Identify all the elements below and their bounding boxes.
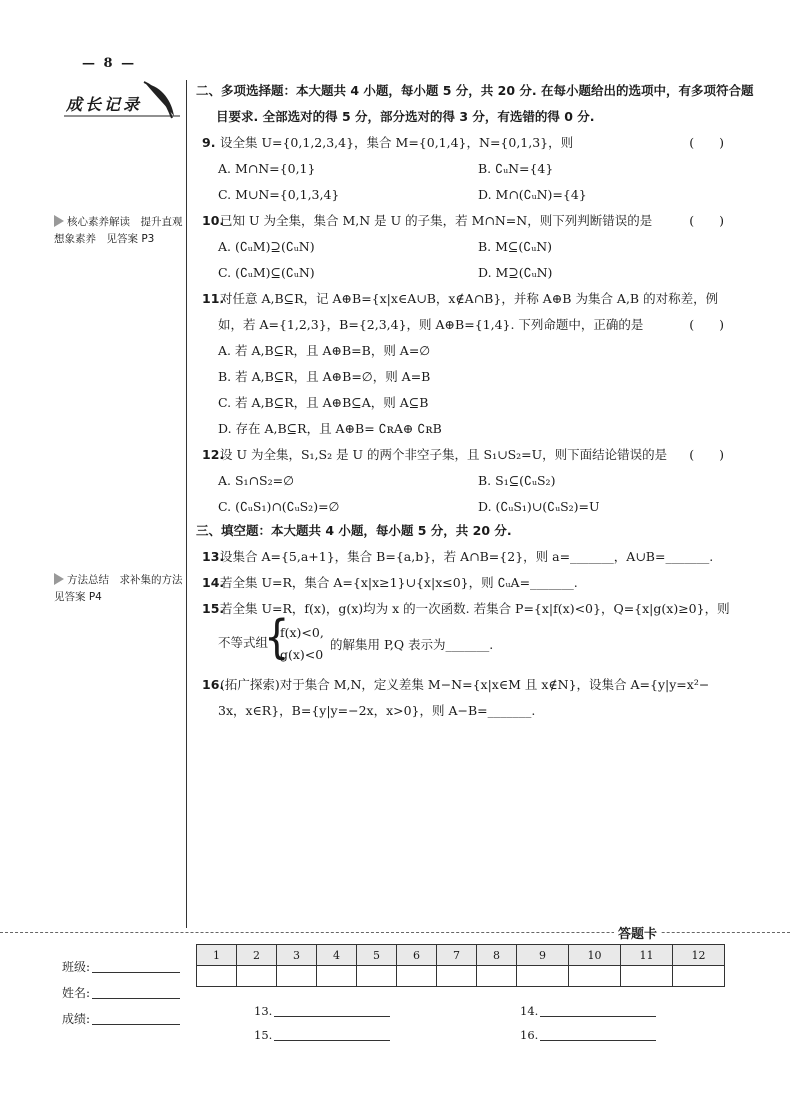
brace-icon: { <box>264 611 290 665</box>
cut-line <box>0 932 790 933</box>
q10-option-c: C. (∁ᵤM)⊆(∁ᵤN) <box>218 265 315 280</box>
class-field[interactable]: 班级: <box>62 958 180 975</box>
side-note-2: 方法总结 求补集的方法 见答案 P4 <box>54 574 193 603</box>
q9-option-d: D. M∩(∁ᵤN)={4} <box>478 187 587 202</box>
answer-paren-9[interactable]: ( ) <box>689 135 724 150</box>
answer-cell[interactable] <box>237 966 277 987</box>
answer-paren-10[interactable]: ( ) <box>689 213 724 228</box>
question-15: 15.若全集 U=R，f(x)，g(x)均为 x 的一次函数. 若集合 P={x|f(x)<0}，Q={x|g(x)≥0}，则 <box>202 601 730 616</box>
answer-col-header: 2 <box>237 945 277 966</box>
answer-cell[interactable] <box>437 966 477 987</box>
answer-paren-12[interactable]: ( ) <box>689 447 724 462</box>
q15-system-label: 不等式组 <box>218 635 269 650</box>
answer-blank-16[interactable]: 16. <box>520 1028 656 1042</box>
answer-col-header: 9 <box>517 945 569 966</box>
arrow-icon <box>54 573 64 585</box>
answer-col-header: 8 <box>477 945 517 966</box>
q11-option-b: B. 若 A,B⊆R，且 A⊕B=∅，则 A=B <box>218 369 431 384</box>
answer-blank-14[interactable]: 14. <box>520 1004 656 1018</box>
question-13: 13.设集合 A={5,a+1}，集合 B={a,b}，若 A∩B={2}，则 a=_______，A∪B=_______. <box>202 549 714 564</box>
question-9: 9. 设全集 U={0,1,2,3,4}，集合 M={0,1,4}，N={0,1,3}，则 ( ) <box>202 135 724 150</box>
section3-title: 三、填空题：本大题共 4 小题，每小题 5 分，共 20 分. <box>196 523 512 538</box>
answer-cell[interactable] <box>397 966 437 987</box>
answer-card-title: 答题卡 <box>614 923 661 942</box>
section2-title-cont: 目要求. 全部选对的得 5 分，部分选对的得 3 分，有选错的得 0 分. <box>216 109 595 124</box>
answer-col-header: 3 <box>277 945 317 966</box>
answer-cell[interactable] <box>277 966 317 987</box>
q12-option-c: C. (∁ᵤS₁)∩(∁ᵤS₂)=∅ <box>218 499 340 514</box>
q10-option-d: D. M⊇(∁ᵤN) <box>478 265 553 280</box>
answer-cell[interactable] <box>569 966 621 987</box>
answer-paren-11[interactable]: ( ) <box>689 317 724 332</box>
logo-text: 成长记录 <box>66 95 143 114</box>
answer-cell[interactable] <box>357 966 397 987</box>
q12-option-d: D. (∁ᵤS₁)∪(∁ᵤS₂)=U <box>478 499 600 514</box>
question-11-cont: 如，若 A={1,2,3}，B={2,3,4}，则 A⊕B={1,4}. 下列命题中，正确的是 ( ) <box>218 317 724 332</box>
q15-inequality-1: f(x)<0, <box>280 625 324 640</box>
q10-option-b: B. M⊆(∁ᵤN) <box>478 239 553 254</box>
q10-option-a: A. (∁ᵤM)⊇(∁ᵤN) <box>218 239 315 254</box>
question-16-cont: 3x，x∈R}，B={y|y=−2x，x>0}，则 A−B=_______. <box>218 703 536 718</box>
page-number: — 8 — <box>82 56 137 71</box>
question-14: 14.若全集 U=R，集合 A={x|x≥1}∪{x|x≤0}，则 ∁ᵤA=_______. <box>202 575 578 590</box>
q9-option-b: B. ∁ᵤN={4} <box>478 161 554 176</box>
side-note-1: 核心素养解读 提升直观想象素养 见答案 P3 <box>54 216 183 245</box>
answer-cell[interactable] <box>317 966 357 987</box>
q11-option-d: D. 存在 A,B⊆R，且 A⊕B= ∁ʀA⊕ ∁ʀB <box>218 421 442 436</box>
answer-cell[interactable] <box>621 966 673 987</box>
score-field[interactable]: 成绩: <box>62 1010 180 1027</box>
q15-inequality-2: g(x)<0 <box>280 647 324 662</box>
q12-option-a: A. S₁∩S₂=∅ <box>218 473 294 488</box>
name-field[interactable]: 姓名: <box>62 984 180 1001</box>
arrow-icon <box>54 215 64 227</box>
answer-col-header: 10 <box>569 945 621 966</box>
answer-cell[interactable] <box>517 966 569 987</box>
question-12: 12.设 U 为全集，S₁,S₂ 是 U 的两个非空子集，且 S₁∪S₂=U，则下面结论错误的是 ( ) <box>202 447 724 462</box>
q11-option-a: A. 若 A,B⊆R，且 A⊕B=B，则 A=∅ <box>218 343 431 358</box>
answer-col-header: 5 <box>357 945 397 966</box>
answer-blank-15[interactable]: 15. <box>254 1028 390 1042</box>
answer-col-header: 6 <box>397 945 437 966</box>
answer-cell[interactable] <box>197 966 237 987</box>
q11-option-c: C. 若 A,B⊆R，且 A⊕B⊆A，则 A⊆B <box>218 395 429 410</box>
question-10: 10.已知 U 为全集，集合 M,N 是 U 的子集，若 M∩N=N，则下列判断错误的是 ( ) <box>202 213 724 228</box>
q15-system-tail: 的解集用 P,Q 表示为_______. <box>330 637 494 652</box>
answer-col-header: 12 <box>673 945 725 966</box>
answer-col-header: 4 <box>317 945 357 966</box>
q9-option-c: C. M∪N={0,1,3,4} <box>218 187 340 202</box>
answer-cell[interactable] <box>477 966 517 987</box>
answer-cell[interactable] <box>673 966 725 987</box>
answer-blank-13[interactable]: 13. <box>254 1004 390 1018</box>
q9-option-a: A. M∩N={0,1} <box>218 161 316 176</box>
question-16: 16.(拓广探索)对于集合 M,N，定义差集 M−N={x|x∈M 且 x∉N}，设集合 A={y|y=x²− <box>202 677 710 692</box>
margin-divider <box>186 80 187 928</box>
answer-grid <box>196 944 725 987</box>
question-11: 11.对任意 A,B⊆R，记 A⊕B={x|x∈A∪B，x∉A∩B}，并称 A⊕B 为集合 A,B 的对称差，例 <box>202 291 719 306</box>
answer-col-header: 7 <box>437 945 477 966</box>
q12-option-b: B. S₁⊆(∁ᵤS₂) <box>478 473 556 488</box>
section2-title: 二、多项选择题：本大题共 4 小题，每小题 5 分，共 20 分. 在每小题给出的选项中，有多项符合题 <box>196 83 754 98</box>
answer-col-header: 1 <box>197 945 237 966</box>
answer-col-header: 11 <box>621 945 673 966</box>
